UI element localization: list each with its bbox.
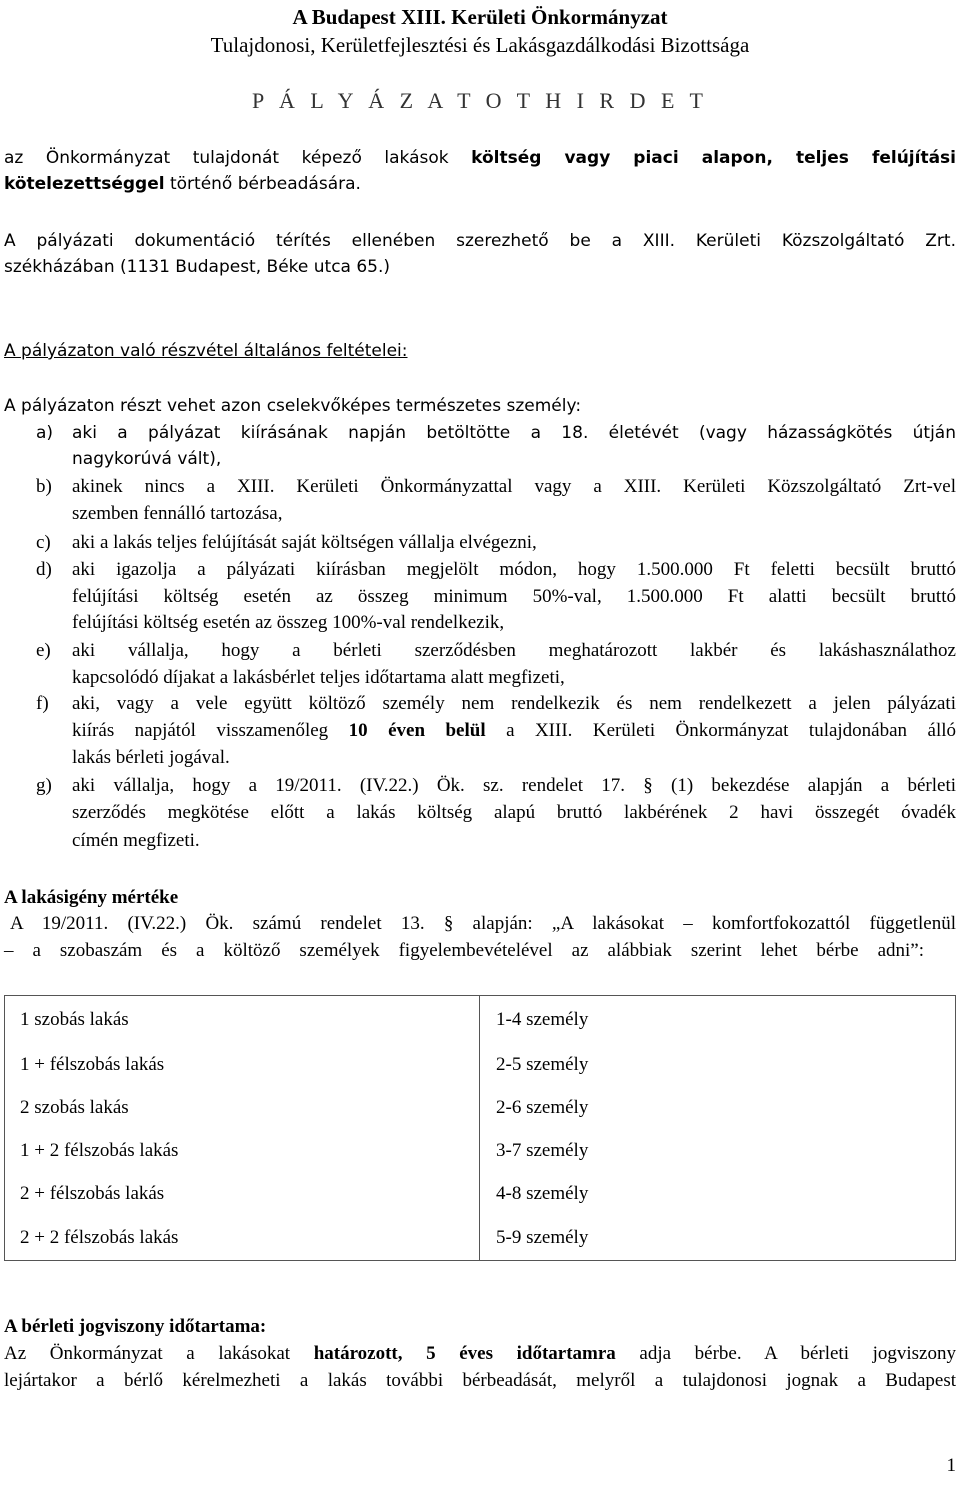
table-row — [5, 1215, 956, 1261]
intro-text-2: történő bérbeadására. — [164, 174, 361, 194]
lease-line2: lejártakor a bérlő kérelmezheti a lakás további bérbeadását, melyről a tulajdonosi jognak a Budapest — [4, 1370, 956, 1391]
lease-text-a: Az Önkormányzat a lakásokat — [4, 1343, 314, 1364]
housing-line2: – a szobaszám és a költöző személyek figyelembevételével az alábbiak szerint lehet bérbe adni”: — [4, 940, 924, 961]
condition-a-line1: aki a pályázat kiírásának napján betöltötte a 18. életévét (vagy házasságkötés útján — [72, 423, 956, 443]
condition-d-line3: felújítási költség esetén az összeg 100%-val rendelkezik, — [72, 612, 505, 633]
conditions-heading: A pályázaton való részvétel általános feltételei: — [4, 341, 408, 361]
table-cell-persons: 5-9 személy — [480, 1215, 956, 1261]
table-row — [5, 1086, 956, 1129]
condition-label-e: e) — [36, 640, 51, 661]
condition-f-line2 — [72, 718, 956, 744]
table-row — [5, 1043, 956, 1086]
table-cell-rooms: 2 szobás lakás — [5, 1086, 480, 1129]
table-cell-persons: 3-7 személy — [480, 1129, 956, 1172]
condition-label-b: b) — [36, 476, 52, 497]
intro-line2 — [4, 171, 361, 197]
housing-table — [4, 995, 956, 1261]
condition-d-line1: aki igazolja a pályázati kiírásban megjelölt módon, hogy 1.500.000 Ft feletti becsült bruttó — [72, 559, 956, 580]
table-cell-persons: 2-6 személy — [480, 1086, 956, 1129]
condition-label-a: a) — [36, 423, 54, 443]
condition-e-line1: aki vállalja, hogy a bérleti szerződésben meghatározott lakbér és lakáshasználathoz — [72, 640, 956, 661]
condition-label-c: c) — [36, 532, 51, 553]
condition-b-line2: szemben fennálló tartozása, — [72, 503, 283, 524]
lease-text-c: adja bérbe. A bérleti jogviszony — [615, 1343, 956, 1364]
intro-text: az Önkormányzat tulajdonát képező lakások — [4, 148, 472, 168]
condition-d-line2: felújítási költség esetén az összeg minimum 50%-val, 1.500.000 Ft alatti becsült bruttó — [72, 586, 956, 607]
header-line2: Tulajdonosi, Kerületfejlesztési és Lakásgazdálkodási Bizottsága — [210, 33, 750, 57]
condition-g-line2: szerződés megkötése előtt a lakás költség alapú bruttó lakbérének 2 havi összegét óvadék — [72, 802, 956, 823]
condition-label-g: g) — [36, 775, 52, 796]
lease-line1 — [4, 1341, 956, 1367]
condition-label-f: f) — [36, 693, 49, 714]
table-cell-persons: 1-4 személy — [480, 996, 956, 1044]
table-cell-persons: 4-8 személy — [480, 1172, 956, 1215]
housing-heading: A lakásigény mértéke — [4, 887, 179, 908]
condition-f-text-c: a XIII. Kerületi Önkormányzat tulajdonában álló — [485, 720, 956, 741]
page-number: 1 — [946, 1455, 956, 1476]
documentation-line2: székházában (1131 Budapest, Béke utca 65.) — [4, 257, 391, 277]
condition-a-line2: nagykorúvá vált), — [72, 449, 222, 469]
condition-label-d: d) — [36, 559, 52, 580]
lease-heading: A bérleti jogviszony időtartama: — [4, 1316, 267, 1337]
table-cell-persons: 2-5 személy — [480, 1043, 956, 1086]
intro-line1 — [4, 145, 956, 171]
condition-f-text-a: kiírás napjától visszamenőleg — [72, 720, 349, 741]
condition-f-bold: 10 éven belül — [348, 720, 486, 741]
condition-f-line3: lakás bérleti jogával. — [72, 747, 230, 768]
condition-g-line1: aki vállalja, hogy a 19/2011. (IV.22.) Ök. sz. rendelet 17. § (1) bekezdése alapján a bérleti — [72, 775, 956, 796]
table-cell-rooms: 1 + 2 félszobás lakás — [5, 1129, 480, 1172]
condition-b-line1: akinek nincs a XIII. Kerületi Önkormányzattal vagy a XIII. Kerületi Közszolgáltató Zrt-vel — [72, 476, 956, 497]
lease-bold: határozott, 5 éves időtartamra — [313, 1343, 616, 1364]
header-line1: A Budapest XIII. Kerületi Önkormányzat — [292, 5, 668, 29]
conditions-lead: A pályázaton részt vehet azon cselekvőképes természetes személy: — [4, 396, 582, 416]
table-row — [5, 1172, 956, 1215]
table-row — [5, 996, 956, 1044]
condition-e-line2: kapcsolódó díjakat a lakásbérlet teljes időtartama alatt megfizeti, — [72, 667, 565, 688]
table-row — [5, 1129, 956, 1172]
condition-c-line1: aki a lakás teljes felújítását saját költségen vállalja elvégezni, — [72, 532, 537, 553]
table-cell-rooms: 1 + félszobás lakás — [5, 1043, 480, 1086]
documentation-line1: A pályázati dokumentáció térítés ellenében szerezhető be a XIII. Kerületi Közszolgáltató Zrt. — [4, 231, 956, 251]
condition-f-line1: aki, vagy a vele együtt költöző személy nem rendelkezik és nem rendelkezett a jelen pályázati — [72, 693, 956, 714]
housing-line1: A 19/2011. (IV.22.) Ök. számú rendelet 13. § alapján: „A lakásokat – komfortfokozattól függetlenül — [10, 913, 956, 934]
table-cell-rooms: 1 szobás lakás — [5, 996, 480, 1044]
intro-bold-2: kötelezettséggel — [4, 174, 165, 194]
intro-bold: költség vagy piaci alapon, teljes felújítási — [471, 148, 957, 168]
table-cell-rooms: 2 + félszobás lakás — [5, 1172, 480, 1215]
condition-g-line3: címén megfizeti. — [72, 830, 200, 851]
table-cell-rooms: 2 + 2 félszobás lakás — [5, 1215, 480, 1261]
announcement-title: P Á L Y Á Z A T O T H I R D E T — [252, 88, 708, 113]
